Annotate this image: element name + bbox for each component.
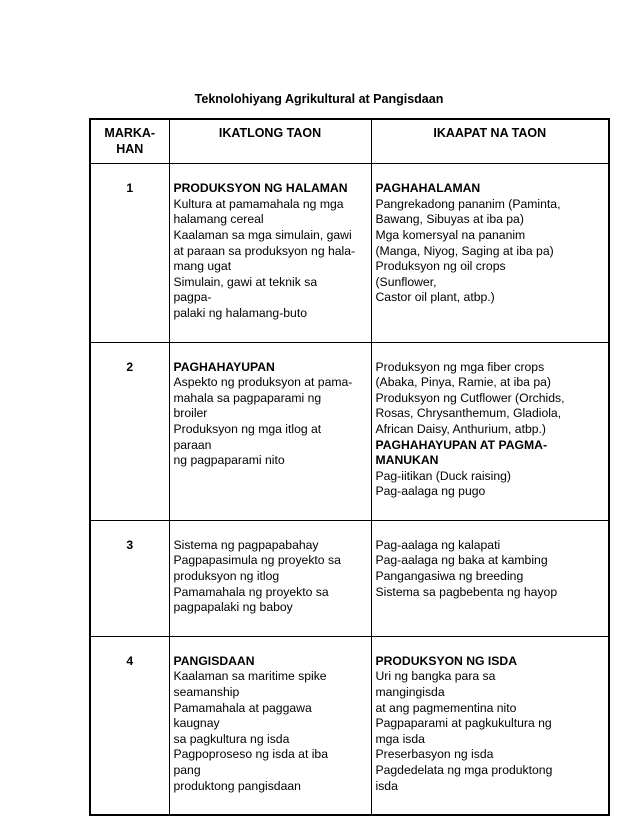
ikaapat-na-taon-cell — [371, 342, 609, 520]
cell-line: broiler — [173, 406, 208, 421]
cell-heading: PAGHAHALAMAN — [375, 181, 481, 196]
cell-line: ng pagpaparami nito — [173, 453, 285, 468]
cell-heading: PAGHAHAYUPAN — [173, 359, 275, 374]
cell-line: Pag-aalaga ng pugo — [375, 484, 486, 499]
cell-line: Pangangasiwa ng breeding — [375, 569, 524, 584]
cell-line: sa pagkultura ng isda — [173, 731, 290, 746]
cell-line: Aspekto ng produksyon at pama- — [173, 375, 353, 390]
cell-line: Castor oil plant, atbp.) — [375, 290, 495, 305]
cell-line: Pagpapasimula ng proyekto sa — [173, 553, 341, 568]
cell-line: Produksyon ng Cutflower (Orchids, — [375, 390, 565, 405]
cell-line: at paraan sa produksyon ng hala- — [173, 243, 356, 258]
cell-line: (Sunflower, — [375, 274, 437, 289]
cell-line: mga isda — [375, 731, 425, 746]
cell-line: Rosas, Chrysanthemum, Gladiola, — [375, 406, 562, 421]
cell-line: seamanship — [173, 685, 240, 700]
cell-line: Mga komersyal na pananim — [375, 227, 526, 242]
cell-line: halamang cereal — [173, 212, 264, 227]
cell-line: Pamamahala ng proyekto sa — [173, 584, 329, 599]
cell-line: Produksyon ng mga fiber crops — [375, 359, 545, 374]
cell-line: produksyon ng itlog — [173, 569, 280, 584]
cell-line: kaugnay — [173, 716, 220, 731]
table-row — [90, 636, 609, 815]
cell-line: pang — [173, 763, 201, 777]
table-row — [90, 520, 609, 636]
markahan-cell: 2 — [90, 342, 169, 520]
cell-heading: PRODUKSYON NG ISDA — [375, 653, 518, 668]
cell-line: (Manga, Niyog, Saging at iba pa) — [375, 243, 554, 258]
table-header-row — [90, 119, 609, 164]
header-markahan — [90, 119, 169, 164]
cell-line: produktong pangisdaan — [173, 778, 301, 793]
cell-line: Produksyon ng mga itlog at — [173, 421, 322, 436]
cell-line: Simulain, gawi at teknik sa — [173, 274, 318, 289]
cell-line: paraan — [173, 437, 212, 452]
header-ikaapat-na-taon: IKAAPAT NA TAON — [371, 119, 609, 164]
ikaapat-na-taon-cell — [371, 520, 609, 636]
cell-line: at ang pagmementina nito — [375, 700, 517, 715]
cell-line: Uri ng bangka para sa — [375, 669, 496, 684]
markahan-cell: 3 — [90, 520, 169, 636]
cell-line: Produksyon ng oil crops — [375, 259, 506, 274]
cell-heading: PANGISDAAN — [173, 653, 255, 668]
curriculum-table — [89, 118, 610, 816]
cell-line: isda — [375, 778, 398, 793]
cell-line: mahala sa pagpaparami ng — [173, 390, 322, 405]
ikaapat-na-taon-cell — [371, 164, 609, 342]
cell-line: Pag-iitikan (Duck raising) — [375, 468, 511, 483]
ikatlong-taon-cell — [169, 342, 371, 520]
cell-line: Kultura at pamamahala ng mga — [173, 196, 344, 211]
cell-line: pagpa- — [173, 290, 212, 305]
cell-line: mang ugat — [173, 259, 232, 274]
ikatlong-taon-cell — [169, 164, 371, 342]
markahan-cell: 1 — [90, 164, 169, 342]
header-markahan-line: HAN — [116, 141, 144, 156]
cell-line: Bawang, Sibuyas at iba pa) — [375, 212, 524, 227]
cell-line: Pagdedelata ng mga produktong — [375, 763, 553, 777]
cell-line: mangingisda — [375, 685, 445, 700]
ikatlong-taon-cell — [169, 636, 371, 815]
ikatlong-taon-cell — [169, 520, 371, 636]
cell-line: Sistema ng pagpapabahay — [173, 537, 319, 552]
table-row — [90, 164, 609, 342]
cell-line: Pagpoproseso ng isda at iba — [173, 747, 328, 762]
cell-line: Pag-aalaga ng kalapati — [375, 537, 501, 552]
cell-line: Sistema sa pagbebenta ng hayop — [375, 584, 558, 599]
cell-line: (Abaka, Pinya, Ramie, at iba pa) — [375, 375, 551, 390]
cell-line: Preserbasyon ng isda — [375, 747, 494, 762]
cell-line: Kaalaman sa mga simulain, gawi — [173, 227, 352, 242]
header-ikatlong-taon: IKATLONG TAON — [169, 119, 371, 164]
cell-line: Pamamahala at paggawa — [173, 700, 312, 715]
cell-line: Pangrekadong pananim (Paminta, — [375, 196, 561, 211]
page-title: Teknolohiyang Agrikultural at Pangisdaan — [194, 92, 444, 106]
cell-line: Pag-aalaga ng baka at kambing — [375, 553, 548, 568]
cell-line: Pagpaparami at pagkukultura ng — [375, 716, 552, 731]
markahan-cell: 4 — [90, 636, 169, 815]
cell-line: Kaalaman sa maritime spike — [173, 669, 327, 684]
cell-heading: PAGHAHAYUPAN AT PAGMA- — [375, 437, 548, 452]
cell-heading: PRODUKSYON NG HALAMAN — [173, 181, 348, 196]
cell-heading: MANUKAN — [375, 453, 439, 468]
cell-line: African Daisy, Anthurium, atbp.) — [375, 421, 546, 436]
header-markahan-line: MARKA- — [104, 126, 156, 140]
cell-line: pagpapalaki ng baboy — [173, 600, 293, 615]
ikaapat-na-taon-cell — [371, 636, 609, 815]
table-row — [90, 342, 609, 520]
cell-line: palaki ng halamang-buto — [173, 305, 307, 320]
